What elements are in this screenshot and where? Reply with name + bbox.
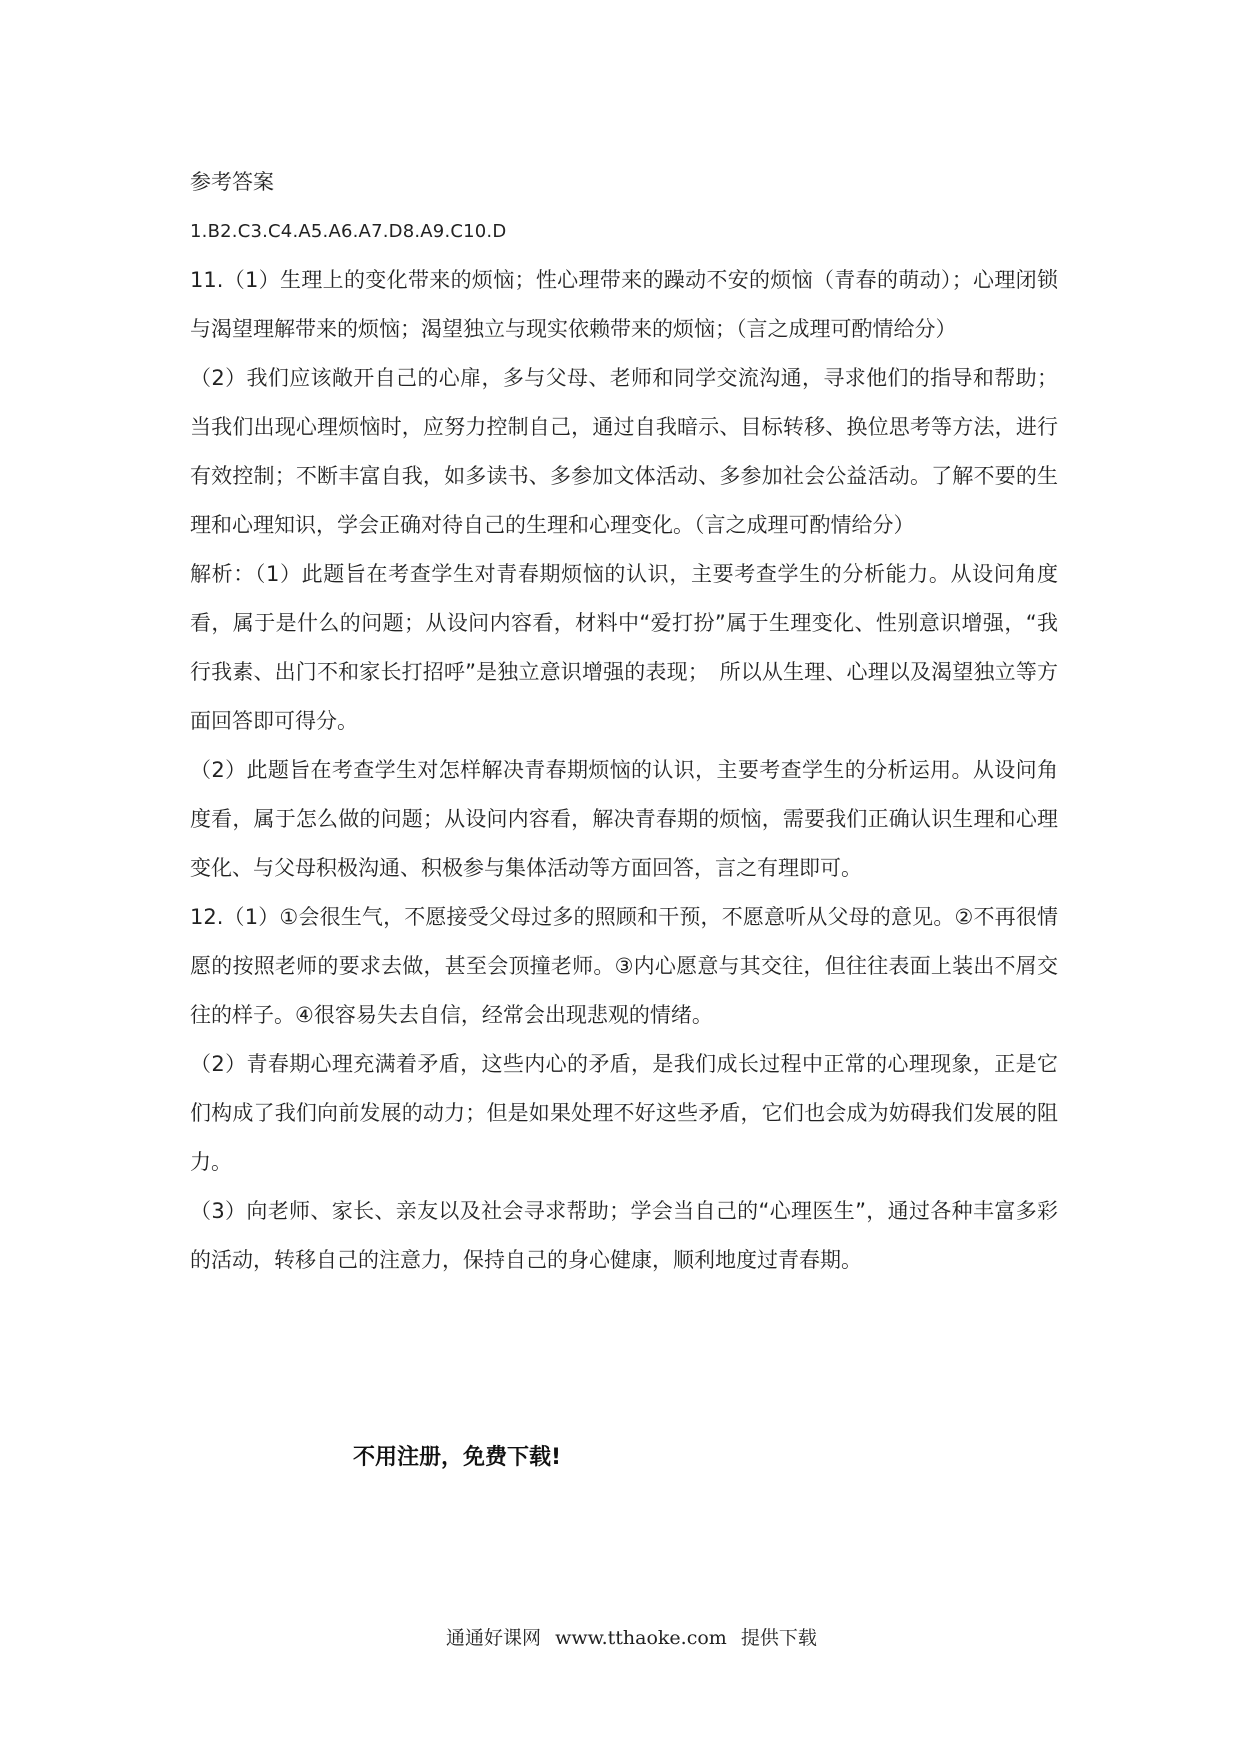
document-title: 参考答案 (190, 170, 274, 194)
paragraph-12-1: 12.（1）①会很生气，不愿接受父母过多的照顾和干预，不愿意听从父母的意见。②不再很情愿的按照老师的要求去做，甚至会顶撞老师。③内心愿意与其交往，但往往表面上装出不屑交往的样子。④很容易失去自信，经常会出现悲观的情绪。 (190, 905, 1058, 1027)
paragraph-analysis-1: 解析：（1）此题旨在考查学生对青春期烦恼的认识，主要考查学生的分析能力。从设问角度看，属于是什么的问题；从设问内容看，材料中“爱打扮”属于生理变化、性别意识增强，“我行我素、出门不和家长打招呼”是独立意识增强的表现； 所以从生理、心理以及渴望独立等方面回答即可得分。 (190, 562, 1058, 733)
footer-site-name: 通通好课网 (446, 1627, 542, 1649)
promo-text: 不用注册，免费下载! (353, 1445, 562, 1470)
answer-key-line: 1.B2.C3.C4.A5.A6.A7.D8.A9.C10.D (190, 221, 507, 242)
paragraph-12-3: （3）向老师、家长、亲友以及社会寻求帮助；学会当自己的“心理医生”，通过各种丰富多彩的活动，转移自己的注意力，保持自己的身心健康，顺利地度过青春期。 (190, 1199, 1058, 1272)
paragraph-11-2: （2）我们应该敞开自己的心扉，多与父母、老师和同学交流沟通，寻求他们的指导和帮助；当我们出现心理烦恼时，应努力控制自己，通过自我暗示、目标转移、换位思考等方法，进行有效控制；不断丰富自我，如多读书、多参加文体活动、多参加社会公益活动。了解不要的生理和心理知识，学会正确对待自己的生理和心理变化。（言之成理可酌情给分） (190, 366, 1058, 537)
paragraph-12-2: （2）青春期心理充满着矛盾，这些内心的矛盾，是我们成长过程中正常的心理现象，正是它们构成了我们向前发展的动力；但是如果处理不好这些矛盾，它们也会成为妨碍我们发展的阻力。 (190, 1052, 1058, 1174)
document-body (190, 158, 1058, 1285)
paragraph-analysis-2: （2）此题旨在考查学生对怎样解决青春期烦恼的认识，主要考查学生的分析运用。从设问角度看，属于怎么做的问题；从设问内容看，解决青春期的烦恼，需要我们正确认识生理和心理变化、与父母积极沟通、积极参与集体活动等方面回答，言之有理即可。 (190, 758, 1058, 880)
paragraph-11-1: 11.（1）生理上的变化带来的烦恼；性心理带来的躁动不安的烦恼（青春的萌动）；心理闭锁与渴望理解带来的烦恼；渴望独立与现实依赖带来的烦恼；（言之成理可酌情给分） (190, 268, 1058, 341)
footer-url-link[interactable]: www.tthaoke.com (555, 1627, 727, 1649)
footer-suffix: 提供下载 (740, 1627, 817, 1649)
footer (446, 1623, 817, 1650)
